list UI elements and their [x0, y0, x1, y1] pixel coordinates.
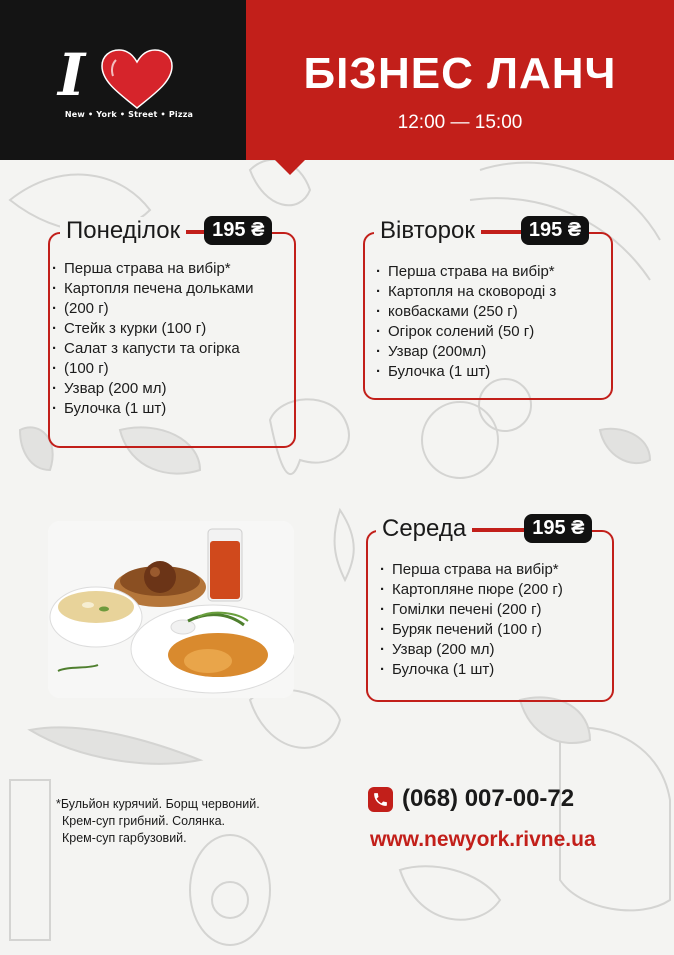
list-item: · Огірок солений (50 г) — [376, 322, 602, 342]
list-item: · Булочка (1 шт) — [52, 399, 288, 419]
header-line — [186, 230, 204, 232]
menu-items-monday — [52, 259, 288, 419]
day-name: Вівторок — [374, 217, 481, 245]
logo-tagline: New • York • Street • Pizza — [64, 110, 194, 119]
list-item: · Перша страва на вибір* — [52, 259, 288, 279]
list-item: · Узвар (200 мл) — [52, 379, 288, 399]
price-badge: 195 ₴ — [524, 514, 592, 543]
list-item: · Картопляне пюре (200 г) — [380, 580, 606, 600]
food-photo — [48, 521, 294, 698]
day-name: Понеділок — [60, 217, 186, 245]
day-name: Середа — [376, 515, 472, 543]
menu-items-wednesday — [380, 560, 606, 680]
list-item: · Буряк печений (100 г) — [380, 620, 606, 640]
list-item: · Перша страва на вибір* — [380, 560, 606, 580]
header-line — [472, 528, 524, 530]
list-item: · (100 г) — [52, 359, 288, 379]
menu-card-monday-header — [60, 216, 296, 245]
list-item: · Булочка (1 шт) — [380, 660, 606, 680]
title-pointer — [274, 159, 306, 175]
list-item: · Узвар (200 мл) — [380, 640, 606, 660]
footnote-line: *Бульйон курячий. Борщ червоний. — [56, 797, 260, 811]
website-link[interactable]: www.newyork.rivne.ua — [370, 828, 596, 851]
footnote-line: Крем-суп грибний. Солянка. — [62, 814, 225, 828]
menu-card-tuesday-header — [374, 216, 589, 245]
menu-card-wednesday-header — [376, 514, 592, 543]
footnote-line: Крем-суп гарбузовий. — [62, 831, 187, 845]
price-badge: 195 ₴ — [521, 216, 589, 245]
logo-block — [0, 0, 246, 160]
phone-icon — [368, 787, 393, 812]
list-item: · Узвар (200мл) — [376, 342, 602, 362]
phone-number: (068) 007-00-72 — [402, 785, 575, 812]
list-item: · ковбасками (250 г) — [376, 302, 602, 322]
logo-letter: I — [58, 41, 86, 109]
list-item: · Булочка (1 шт) — [376, 362, 602, 382]
list-item: · Картопля на сковороді з — [376, 282, 602, 302]
list-item: · (200 г) — [52, 299, 288, 319]
menu-items-tuesday — [376, 262, 602, 382]
lunch-hours: 12:00 — 15:00 — [397, 112, 523, 133]
list-item: · Салат з капусти та огірка — [52, 339, 288, 359]
list-item: · Перша страва на вибір* — [376, 262, 602, 282]
header-line — [481, 230, 521, 232]
heart-logo-icon — [100, 48, 174, 110]
page-title: БІЗНЕС ЛАНЧ — [303, 49, 617, 98]
list-item: · Стейк з курки (100 г) — [52, 319, 288, 339]
phone-contact[interactable] — [368, 785, 574, 813]
list-item: · Гомілки печені (200 г) — [380, 600, 606, 620]
price-badge: 195 ₴ — [204, 216, 272, 245]
list-item: · Картопля печена дольками — [52, 279, 288, 299]
lunch-plate-illustration — [48, 521, 294, 698]
soup-footnote — [56, 796, 316, 847]
